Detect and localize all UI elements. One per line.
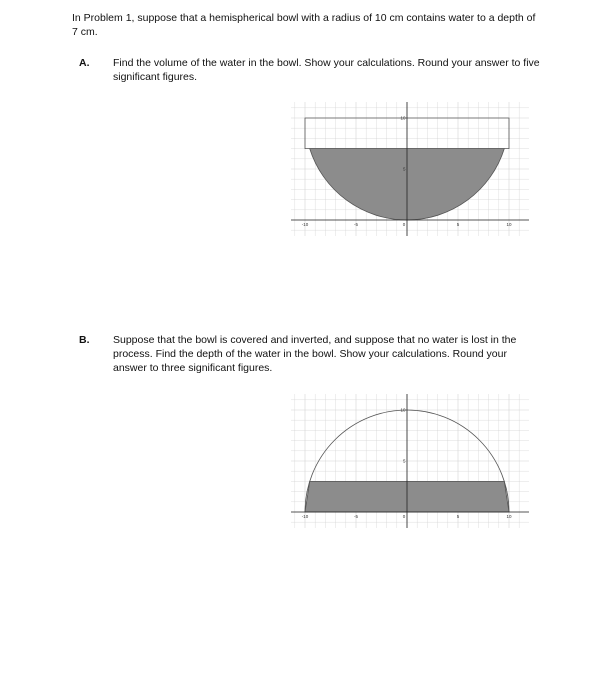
part-b-question: Suppose that the bowl is covered and inverted, and suppose that no water is lost in the process. Find the depth of the water in the bowl. Show your calculations. Round your answer to three significant figures. (113, 334, 517, 374)
part-a-letter: A. (79, 57, 90, 69)
problem-intro: In Problem 1, suppose that a hemispherical bowl with a radius of 10 cm contains water to a depth of 7 cm. (72, 12, 536, 38)
x-tick-label: 5 (456, 514, 460, 519)
x-tick-label: 5 (456, 222, 460, 227)
x-tick-label: 10 (506, 514, 512, 519)
x-tick-label: -5 (353, 514, 359, 519)
x-tick-label: -10 (301, 514, 309, 519)
bowl-inverted-graph (287, 388, 533, 532)
x-tick-label: 0 (402, 222, 406, 227)
y-tick-label: 5 (402, 166, 406, 172)
part-a-question: Find the volume of the water in the bowl. Show your calculations. Round your answer to five significant figures. (113, 57, 540, 83)
y-tick-label: 10 (400, 407, 406, 413)
x-tick-label: 0 (402, 514, 406, 519)
x-tick-label: 10 (506, 222, 512, 227)
y-tick-label: 10 (400, 115, 406, 121)
part-b-letter: B. (79, 334, 90, 346)
y-tick-label: 5 (402, 458, 406, 464)
x-tick-label: -10 (301, 222, 309, 227)
x-tick-label: -5 (353, 222, 359, 227)
bowl-upright-graph (287, 96, 533, 240)
